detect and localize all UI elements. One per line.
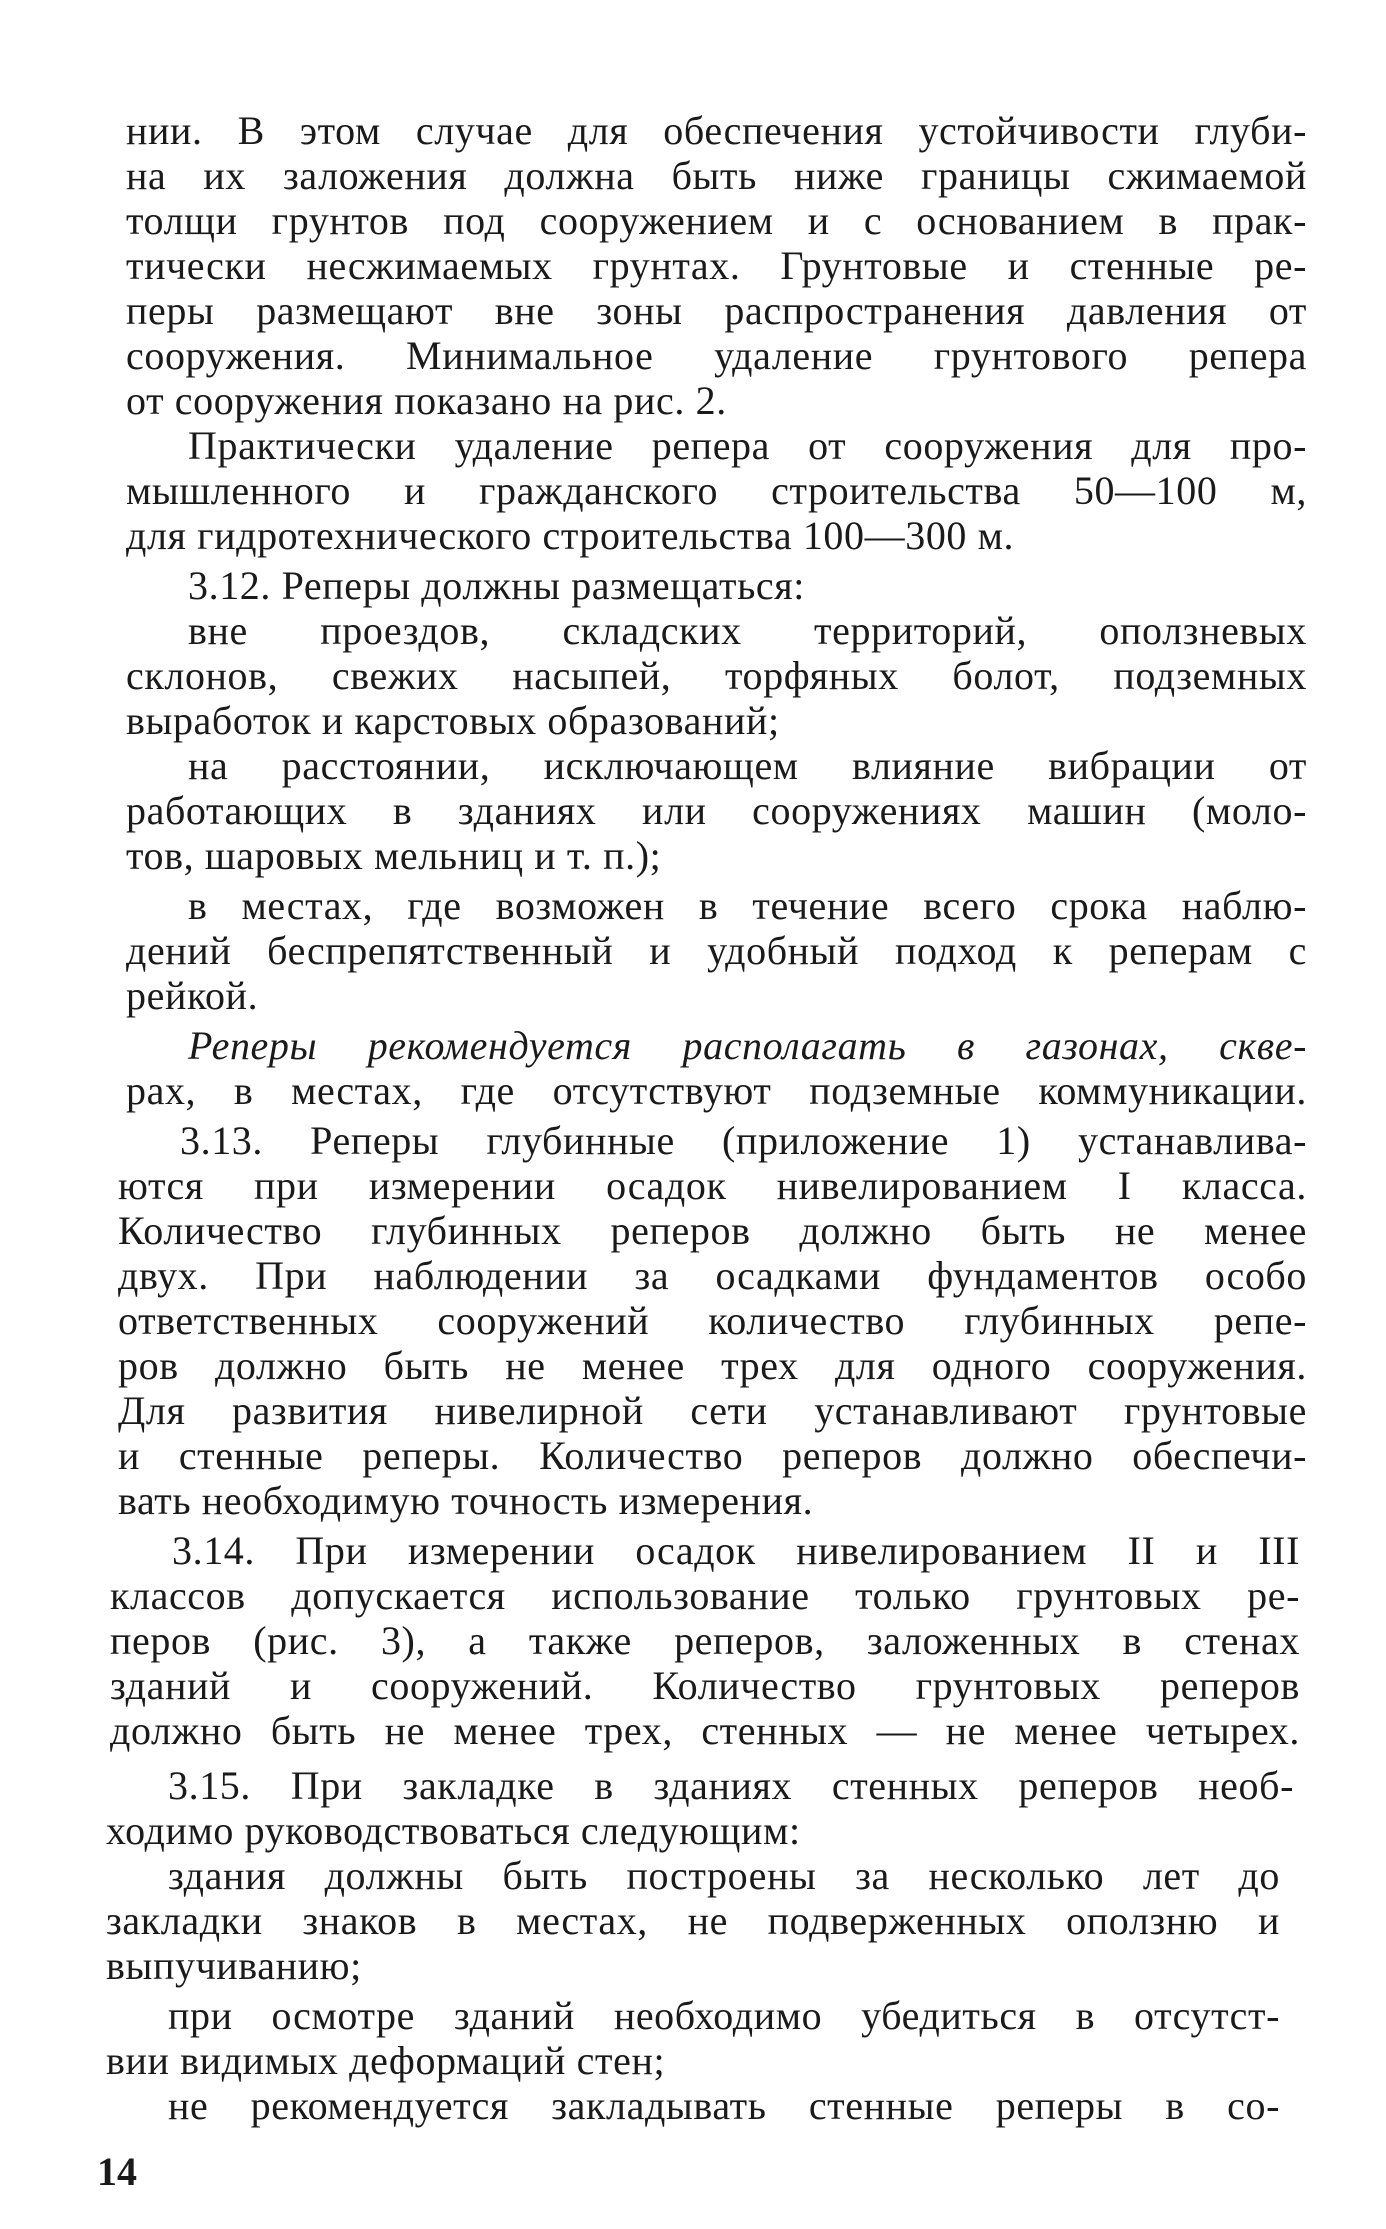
text-line: ходимо руководствоваться следующим:: [106, 1808, 801, 1853]
text-line: ются при измерении осадок нивелированием I класса.: [118, 1163, 1307, 1208]
text-line: вать необходимую точность измерения.: [118, 1478, 814, 1523]
text-line: вне проездов, складских территорий, оползневых: [188, 608, 1307, 653]
section-heading-3-15: 3.15. При закладке в зданиях стенных реперов необ-: [168, 1763, 1294, 1808]
page-number: 14: [97, 2149, 137, 2194]
italic-note-line: Реперы рекомендуется располагать в газонах, скве-: [188, 1023, 1307, 1068]
text-line: Для развития нивелирной сети устанавливают грунтовые: [118, 1388, 1307, 1433]
text-line: для гидротехнического строительства 100—300 м.: [126, 513, 1015, 558]
text-line: тически несжимаемых грунтах. Грунтовые и стенные ре-: [126, 243, 1307, 288]
text-line: мышленного и гражданского строительства 50—100 м,: [126, 468, 1307, 513]
text-line: рейкой.: [126, 973, 259, 1018]
text-line: рах, в местах, где отсутствуют подземные коммуникации.: [126, 1068, 1307, 1113]
text-line: в местах, где возможен в течение всего срока наблю-: [188, 883, 1307, 928]
text-line: нии. В этом случае для обеспечения устойчивости глуби-: [126, 108, 1307, 153]
text-line: не рекомендуется закладывать стенные реперы в со-: [168, 2083, 1280, 2128]
text-line: ответственных сооружений количество глубинных репе-: [118, 1298, 1307, 1343]
text-line: работающих в зданиях или сооружениях машин (моло-: [126, 788, 1307, 833]
text-line: ров должно быть не менее трех для одного сооружения.: [118, 1343, 1307, 1388]
text-line: закладки знаков в местах, не подверженных оползню и: [106, 1898, 1280, 1943]
text-line: выработок и карстовых образований;: [126, 698, 780, 743]
text-line: склонов, свежих насыпей, торфяных болот, подземных: [126, 653, 1307, 698]
text-line: на их заложения должна быть ниже границы сжимаемой: [126, 153, 1307, 198]
text-line: при осмотре зданий необходимо убедиться в отсутст-: [168, 1993, 1280, 2038]
text-line: перов (рис. 3), а также реперов, заложенных в стенах: [110, 1618, 1300, 1663]
section-heading-3-14: 3.14. При измерении осадок нивелированием II и III: [172, 1528, 1300, 1573]
text-line: сооружения. Минимальное удаление грунтового репера: [126, 333, 1307, 378]
text-line: вии видимых деформаций стен;: [106, 2038, 666, 2083]
text-line: двух. При наблюдении за осадками фундаментов особо: [118, 1253, 1307, 1298]
text-line: Количество глубинных реперов должно быть не менее: [118, 1208, 1307, 1253]
text-line: зданий и сооружений. Количество грунтовых реперов: [110, 1663, 1300, 1708]
section-heading-3-12: 3.12. Реперы должны размещаться:: [188, 563, 805, 608]
text-line: выпучиванию;: [106, 1943, 362, 1988]
text-line: толщи грунтов под сооружением и с основанием в прак-: [126, 198, 1307, 243]
text-line: должно быть не менее трех, стенных — не менее четырех.: [110, 1708, 1300, 1753]
text-line: от сооружения показано на рис. 2.: [126, 378, 727, 423]
section-heading-3-13: 3.13. Реперы глубинные (приложение 1) устанавлива-: [180, 1118, 1307, 1163]
text-line: тов, шаровых мельниц и т. п.);: [126, 833, 662, 878]
text-line: дений беспрепятственный и удобный подход к реперам с: [126, 928, 1307, 973]
text-line: на расстоянии, исключающем влияние вибрации от: [188, 743, 1307, 788]
text-line: и стенные реперы. Количество реперов должно обеспечи-: [118, 1433, 1307, 1478]
text-line: перы размещают вне зоны распространения давления от: [126, 288, 1307, 333]
text-line: классов допускается использование только грунтовых ре-: [110, 1573, 1300, 1618]
text-line: здания должны быть построены за несколько лет до: [168, 1853, 1280, 1898]
text-line: Практически удаление репера от сооружения для про-: [188, 423, 1307, 468]
